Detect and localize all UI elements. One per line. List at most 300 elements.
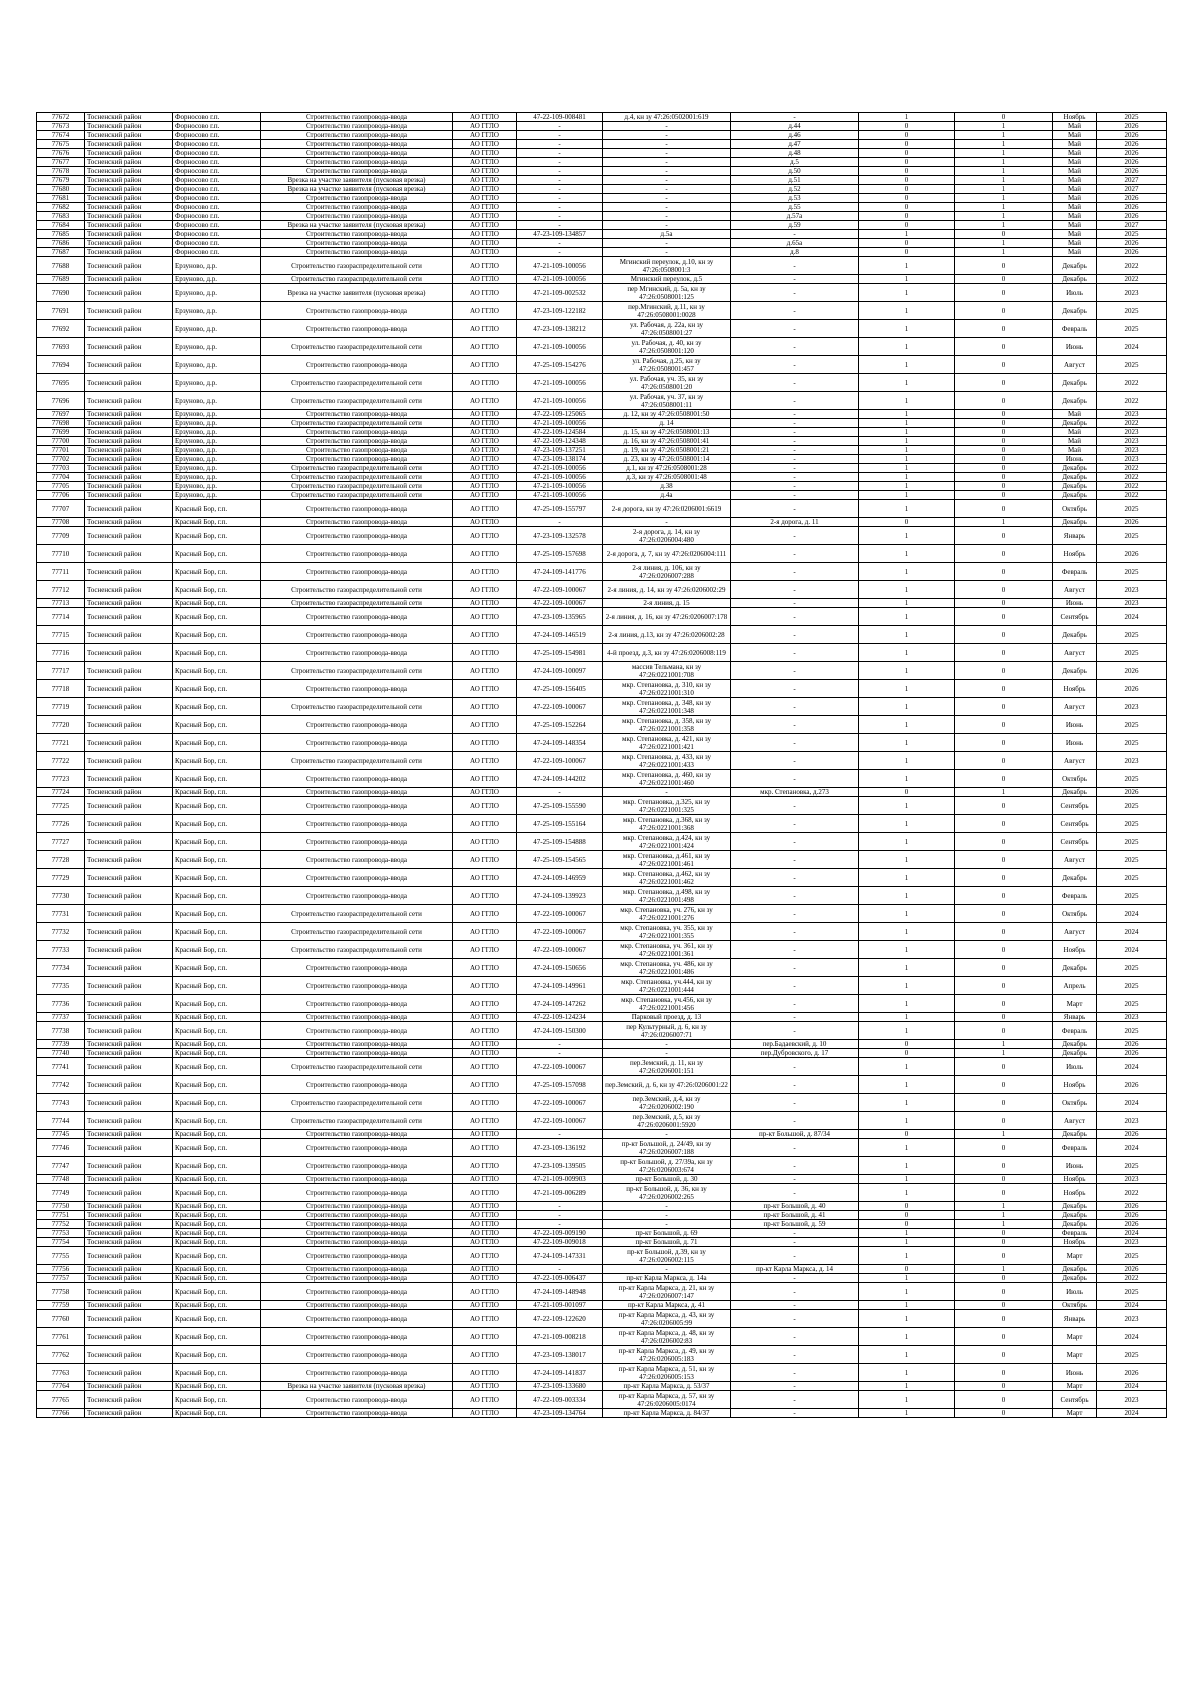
table-row [37,698,1167,716]
address-planned-cell: пр-кт Большой, д. 87/34 [731,1130,859,1139]
month-cell: Декабрь [1053,662,1097,680]
row-number-cell: 77718 [37,680,85,698]
table-row [37,302,1167,320]
count-planned-cell: 0 [955,1283,1053,1301]
year-cell: 2022 [1097,275,1167,284]
month-cell: Сентябрь [1053,1391,1097,1409]
row-number-cell: 77675 [37,140,85,149]
settlement-cell: Ерзуново, д.р. [173,473,261,482]
row-number-cell: 77735 [37,977,85,995]
settlement-cell: Форносово г.п. [173,230,261,239]
settlement-cell: Форносово г.п. [173,122,261,131]
table-row [37,140,1167,149]
count-contracted-cell: 0 [859,248,955,257]
count-planned-cell: 0 [955,1094,1053,1112]
count-contracted-cell: 0 [859,518,955,527]
year-cell: 2024 [1097,1094,1167,1112]
count-planned-cell: 0 [955,644,1053,662]
district-cell: Тосненский район [85,887,173,905]
district-cell: Тосненский район [85,1058,173,1076]
address-with-cadastral-cell: мкр. Степановка, д. 310, кн зу 47:26:0221001:310 [603,680,731,698]
contract-number-cell: 47-24-109-146959 [517,869,603,887]
address-planned-cell: - [731,419,859,428]
row-number-cell: 77673 [37,122,85,131]
table-row [37,1049,1167,1058]
table-row [37,464,1167,473]
address-with-cadastral-cell: д. 23, кн зу 47:26:0508001:14 [603,455,731,464]
work-type-cell: Строительство газопровода-ввода [261,716,453,734]
count-contracted-cell: 1 [859,464,955,473]
count-contracted-cell: 1 [859,680,955,698]
settlement-cell: Красный Бор, г.п. [173,869,261,887]
row-number-cell: 77676 [37,149,85,158]
work-type-cell: Строительство газопровода-ввода [261,527,453,545]
row-number-cell: 77692 [37,320,85,338]
address-planned-cell: - [731,662,859,680]
count-planned-cell: 1 [955,212,1053,221]
address-planned-cell: - [731,1139,859,1157]
work-type-cell: Строительство газопровода-ввода [261,626,453,644]
address-planned-cell: - [731,1238,859,1247]
organization-cell: АО ГГЛО [453,356,517,374]
address-with-cadastral-cell: пр-кт Карла Маркса, д. 51, кн зу 47:26:0206005:153 [603,1364,731,1382]
table-row [37,473,1167,482]
settlement-cell: Ерзуново, д.р. [173,419,261,428]
table-row [37,1364,1167,1382]
count-planned-cell: 0 [955,1112,1053,1130]
count-contracted-cell: 1 [859,437,955,446]
organization-cell: АО ГГЛО [453,1022,517,1040]
address-with-cadastral-cell: - [603,1040,731,1049]
count-contracted-cell: 1 [859,320,955,338]
contract-number-cell: 47-23-109-135965 [517,608,603,626]
district-cell: Тосненский район [85,455,173,464]
district-cell: Тосненский район [85,1013,173,1022]
row-number-cell: 77748 [37,1175,85,1184]
count-planned-cell: 0 [955,455,1053,464]
address-planned-cell: - [731,626,859,644]
settlement-cell: Красный Бор, г.п. [173,1346,261,1364]
contract-number-cell: - [517,176,603,185]
work-type-cell: Строительство газораспределительной сети [261,392,453,410]
district-cell: Тосненский район [85,1301,173,1310]
district-cell: Тосненский район [85,221,173,230]
district-cell: Тосненский район [85,1076,173,1094]
count-planned-cell: 0 [955,410,1053,419]
district-cell: Тосненский район [85,1364,173,1382]
row-number-cell: 77712 [37,581,85,599]
count-contracted-cell: 0 [859,239,955,248]
settlement-cell: Форносово г.п. [173,239,261,248]
month-cell: Февраль [1053,1229,1097,1238]
settlement-cell: Красный Бор, г.п. [173,1391,261,1409]
count-planned-cell: 0 [955,1409,1053,1418]
row-number-cell: 77765 [37,1391,85,1409]
address-planned-cell: - [731,1013,859,1022]
count-planned-cell: 0 [955,545,1053,563]
settlement-cell: Ерзуново, д.р. [173,410,261,419]
work-type-cell: Строительство газопровода-ввода [261,1265,453,1274]
year-cell: 2026 [1097,518,1167,527]
address-with-cadastral-cell: пер Культурный, д. 6, кн зу 47:26:0206007:71 [603,1022,731,1040]
table-row [37,581,1167,599]
contract-number-cell: 47-24-109-139923 [517,887,603,905]
contract-number-cell: 47-22-109-009190 [517,1229,603,1238]
address-planned-cell: - [731,428,859,437]
district-cell: Тосненский район [85,1382,173,1391]
contract-number-cell: - [517,1211,603,1220]
count-contracted-cell: 1 [859,1301,955,1310]
district-cell: Тосненский район [85,1040,173,1049]
organization-cell: АО ГГЛО [453,1094,517,1112]
address-with-cadastral-cell: мкр. Степановка, д. 348, кн зу 47:26:0221001:348 [603,698,731,716]
organization-cell: АО ГГЛО [453,284,517,302]
district-cell: Тосненский район [85,1310,173,1328]
count-contracted-cell: 1 [859,797,955,815]
contract-number-cell: 47-23-109-132578 [517,527,603,545]
address-with-cadastral-cell: - [603,167,731,176]
organization-cell: АО ГГЛО [453,113,517,122]
work-type-cell: Строительство газораспределительной сети [261,491,453,500]
year-cell: 2025 [1097,320,1167,338]
year-cell: 2027 [1097,185,1167,194]
contract-number-cell: 47-23-109-136192 [517,1139,603,1157]
work-type-cell: Строительство газораспределительной сети [261,482,453,491]
month-cell: Март [1053,1247,1097,1265]
work-type-cell: Врезка на участке заявителя (пусковая врезка) [261,221,453,230]
year-cell: 2025 [1097,1247,1167,1265]
month-cell: Октябрь [1053,1301,1097,1310]
address-with-cadastral-cell: пр-кт Большой, д. 36, кн зу 47:26:0206002:265 [603,1184,731,1202]
table-row [37,113,1167,122]
month-cell: Ноябрь [1053,1076,1097,1094]
month-cell: Сентябрь [1053,608,1097,626]
work-type-cell: Строительство газопровода-ввода [261,563,453,581]
year-cell: 2025 [1097,716,1167,734]
contract-number-cell: 47-24-109-141837 [517,1364,603,1382]
district-cell: Тосненский район [85,464,173,473]
address-with-cadastral-cell: массив Тельмана, кн зу 47:26:0221001:708 [603,662,731,680]
settlement-cell: Красный Бор, г.п. [173,527,261,545]
contract-number-cell: - [517,158,603,167]
contract-number-cell: 47-21-109-002532 [517,284,603,302]
organization-cell: АО ГГЛО [453,1283,517,1301]
count-planned-cell: 0 [955,1013,1053,1022]
table-row [37,1184,1167,1202]
work-type-cell: Строительство газопровода-ввода [261,995,453,1013]
district-cell: Тосненский район [85,1409,173,1418]
count-contracted-cell: 1 [859,455,955,464]
contract-number-cell: 47-21-109-100056 [517,392,603,410]
organization-cell: АО ГГЛО [453,608,517,626]
row-number-cell: 77689 [37,275,85,284]
settlement-cell: Красный Бор, г.п. [173,734,261,752]
organization-cell: АО ГГЛО [453,176,517,185]
count-contracted-cell: 1 [859,626,955,644]
address-with-cadastral-cell: пер.Земский, д. 11, кн зу 47:26:0206001:151 [603,1058,731,1076]
year-cell: 2025 [1097,302,1167,320]
address-planned-cell: - [731,1247,859,1265]
address-planned-cell: - [731,113,859,122]
row-number-cell: 77766 [37,1409,85,1418]
month-cell: Июнь [1053,599,1097,608]
row-number-cell: 77684 [37,221,85,230]
row-number-cell: 77727 [37,833,85,851]
count-planned-cell: 0 [955,284,1053,302]
settlement-cell: Красный Бор, г.п. [173,887,261,905]
organization-cell: АО ГГЛО [453,491,517,500]
month-cell: Декабрь [1053,1049,1097,1058]
work-type-cell: Строительство газораспределительной сети [261,257,453,275]
row-number-cell: 77762 [37,1346,85,1364]
organization-cell: АО ГГЛО [453,248,517,257]
organization-cell: АО ГГЛО [453,1382,517,1391]
month-cell: Май [1053,239,1097,248]
address-planned-cell: - [731,797,859,815]
table-row [37,392,1167,410]
settlement-cell: Красный Бор, г.п. [173,698,261,716]
count-contracted-cell: 1 [859,1328,955,1346]
settlement-cell: Красный Бор, г.п. [173,770,261,788]
settlement-cell: Красный Бор, г.п. [173,941,261,959]
settlement-cell: Красный Бор, г.п. [173,545,261,563]
address-planned-cell: - [731,941,859,959]
address-with-cadastral-cell: пр-кт Карла Маркса, д. 49, кн зу 47:26:0206005:183 [603,1346,731,1364]
count-contracted-cell: 1 [859,338,955,356]
contract-number-cell: 47-23-109-138017 [517,1346,603,1364]
settlement-cell: Красный Бор, г.п. [173,1328,261,1346]
count-planned-cell: 1 [955,788,1053,797]
count-planned-cell: 1 [955,1202,1053,1211]
address-with-cadastral-cell: пр-кт Карла Маркса, д. 57, кн зу 47:26:0206005:0174 [603,1391,731,1409]
work-type-cell: Врезка на участке заявителя (пусковая врезка) [261,284,453,302]
year-cell: 2026 [1097,194,1167,203]
contract-number-cell: 47-23-109-134764 [517,1409,603,1418]
work-type-cell: Строительство газопровода-ввода [261,1139,453,1157]
row-number-cell: 77677 [37,158,85,167]
address-planned-cell: пер.Бадаевский, д. 10 [731,1040,859,1049]
address-planned-cell: - [731,437,859,446]
count-planned-cell: 0 [955,356,1053,374]
organization-cell: АО ГГЛО [453,1211,517,1220]
count-planned-cell: 0 [955,1310,1053,1328]
year-cell: 2024 [1097,923,1167,941]
contract-number-cell: 47-24-109-144202 [517,770,603,788]
work-type-cell: Строительство газопровода-ввода [261,203,453,212]
district-cell: Тосненский район [85,1130,173,1139]
count-contracted-cell: 0 [859,194,955,203]
year-cell: 2026 [1097,1265,1167,1274]
count-contracted-cell: 1 [859,419,955,428]
contract-number-cell: 47-21-109-009903 [517,1175,603,1184]
contract-number-cell: 47-21-109-008218 [517,1328,603,1346]
year-cell: 2026 [1097,131,1167,140]
address-planned-cell: д.44 [731,122,859,131]
address-planned-cell: д.8 [731,248,859,257]
contract-number-cell: 47-22-109-100067 [517,1094,603,1112]
organization-cell: АО ГГЛО [453,923,517,941]
month-cell: Октябрь [1053,770,1097,788]
table-row [37,1022,1167,1040]
district-cell: Тосненский район [85,230,173,239]
count-contracted-cell: 1 [859,1364,955,1382]
work-type-cell: Строительство газораспределительной сети [261,923,453,941]
address-with-cadastral-cell: пр-кт Карла Маркса, д. 43, кн зу 47:26:0206005:99 [603,1310,731,1328]
address-with-cadastral-cell: ул. Рабочая, д. 40, кн зу 47:26:0508001:120 [603,338,731,356]
settlement-cell: Красный Бор, г.п. [173,1202,261,1211]
month-cell: Март [1053,1328,1097,1346]
contract-number-cell: - [517,1202,603,1211]
row-number-cell: 77678 [37,167,85,176]
count-planned-cell: 0 [955,734,1053,752]
table-row [37,1202,1167,1211]
settlement-cell: Форносово г.п. [173,140,261,149]
year-cell: 2024 [1097,1058,1167,1076]
contract-number-cell: - [517,1220,603,1229]
contract-number-cell: 47-23-109-133680 [517,1382,603,1391]
address-with-cadastral-cell: ул. Рабочая, д.25, кн зу 47:26:0508001:457 [603,356,731,374]
count-contracted-cell: 1 [859,482,955,491]
address-planned-cell: - [731,374,859,392]
address-with-cadastral-cell: Парковый проезд, д. 13 [603,1013,731,1022]
address-with-cadastral-cell: мкр. Степановка, д.462, кн зу 47:26:0221001:462 [603,869,731,887]
district-cell: Тосненский район [85,1175,173,1184]
month-cell: Февраль [1053,1139,1097,1157]
district-cell: Тосненский район [85,203,173,212]
district-cell: Тосненский район [85,608,173,626]
address-with-cadastral-cell: пер.Земский, д. 6, кн зу 47:26:0206001:22 [603,1076,731,1094]
work-type-cell: Строительство газопровода-ввода [261,446,453,455]
table-row [37,770,1167,788]
row-number-cell: 77755 [37,1247,85,1265]
address-planned-cell: - [731,1022,859,1040]
contract-number-cell: - [517,185,603,194]
row-number-cell: 77761 [37,1328,85,1346]
count-planned-cell: 1 [955,185,1053,194]
work-type-cell: Строительство газопровода-ввода [261,194,453,203]
month-cell: Декабрь [1053,419,1097,428]
year-cell: 2026 [1097,248,1167,257]
count-planned-cell: 1 [955,1220,1053,1229]
table-row [37,356,1167,374]
year-cell: 2022 [1097,491,1167,500]
organization-cell: АО ГГЛО [453,752,517,770]
count-contracted-cell: 1 [859,851,955,869]
contract-number-cell: 47-22-109-100067 [517,599,603,608]
year-cell: 2022 [1097,1274,1167,1283]
contract-number-cell: 47-22-109-003334 [517,1391,603,1409]
row-number-cell: 77729 [37,869,85,887]
address-with-cadastral-cell: пер.Земский, д.4, кн зу 47:26:0206002:190 [603,1094,731,1112]
settlement-cell: Красный Бор, г.п. [173,1058,261,1076]
address-planned-cell: - [731,869,859,887]
month-cell: Декабрь [1053,1211,1097,1220]
row-number-cell: 77694 [37,356,85,374]
organization-cell: АО ГГЛО [453,680,517,698]
contract-number-cell: 47-24-109-149961 [517,977,603,995]
organization-cell: АО ГГЛО [453,185,517,194]
work-type-cell: Строительство газопровода-ввода [261,410,453,419]
work-type-cell: Строительство газораспределительной сети [261,599,453,608]
settlement-cell: Красный Бор, г.п. [173,815,261,833]
count-planned-cell: 0 [955,1382,1053,1391]
organization-cell: АО ГГЛО [453,1049,517,1058]
work-type-cell: Строительство газораспределительной сети [261,662,453,680]
work-type-cell: Строительство газопровода-ввода [261,1076,453,1094]
month-cell: Май [1053,248,1097,257]
table-row [37,716,1167,734]
count-planned-cell: 0 [955,392,1053,410]
address-planned-cell: - [731,1364,859,1382]
row-number-cell: 77726 [37,815,85,833]
year-cell: 2023 [1097,698,1167,716]
address-planned-cell: д.53 [731,194,859,203]
row-number-cell: 77740 [37,1049,85,1058]
year-cell: 2025 [1097,563,1167,581]
address-with-cadastral-cell: мкр. Степановка, д.461, кн зу 47:26:0221001:461 [603,851,731,869]
settlement-cell: Форносово г.п. [173,167,261,176]
settlement-cell: Форносово г.п. [173,248,261,257]
work-type-cell: Строительство газопровода-ввода [261,1220,453,1229]
year-cell: 2024 [1097,608,1167,626]
count-contracted-cell: 1 [859,1391,955,1409]
address-planned-cell: - [731,320,859,338]
row-number-cell: 77759 [37,1301,85,1310]
count-contracted-cell: 1 [859,257,955,275]
address-planned-cell: - [731,473,859,482]
month-cell: Май [1053,122,1097,131]
contract-number-cell: 47-25-109-155164 [517,815,603,833]
settlement-cell: Ерзуново, д.р. [173,446,261,455]
row-number-cell: 77747 [37,1157,85,1175]
month-cell: Декабрь [1053,491,1097,500]
contract-number-cell: - [517,1265,603,1274]
district-cell: Тосненский район [85,140,173,149]
table-row [37,905,1167,923]
contract-number-cell: 47-22-109-124234 [517,1013,603,1022]
row-number-cell: 77683 [37,212,85,221]
address-with-cadastral-cell: мкр. Степановка, уч.456, кн зу 47:26:0221001:456 [603,995,731,1013]
district-cell: Тосненский район [85,167,173,176]
district-cell: Тосненский район [85,356,173,374]
row-number-cell: 77746 [37,1139,85,1157]
month-cell: Февраль [1053,887,1097,905]
month-cell: Август [1053,851,1097,869]
count-contracted-cell: 0 [859,167,955,176]
organization-cell: АО ГГЛО [453,230,517,239]
district-cell: Тосненский район [85,1202,173,1211]
row-number-cell: 77695 [37,374,85,392]
settlement-cell: Форносово г.п. [173,203,261,212]
organization-cell: АО ГГЛО [453,1220,517,1229]
contract-number-cell: 47-25-109-152264 [517,716,603,734]
work-type-cell: Строительство газопровода-ввода [261,833,453,851]
contract-number-cell: 47-23-109-138212 [517,320,603,338]
contract-number-cell: 47-21-109-006289 [517,1184,603,1202]
district-cell: Тосненский район [85,1157,173,1175]
work-type-cell: Строительство газопровода-ввода [261,455,453,464]
count-planned-cell: 1 [955,122,1053,131]
year-cell: 2022 [1097,473,1167,482]
settlement-cell: Ерзуново, д.р. [173,464,261,473]
count-contracted-cell: 1 [859,1382,955,1391]
organization-cell: АО ГГЛО [453,455,517,464]
year-cell: 2025 [1097,1022,1167,1040]
work-type-cell: Строительство газопровода-ввода [261,1364,453,1382]
year-cell: 2022 [1097,392,1167,410]
address-planned-cell: д.55 [731,203,859,212]
district-cell: Тосненский район [85,410,173,419]
